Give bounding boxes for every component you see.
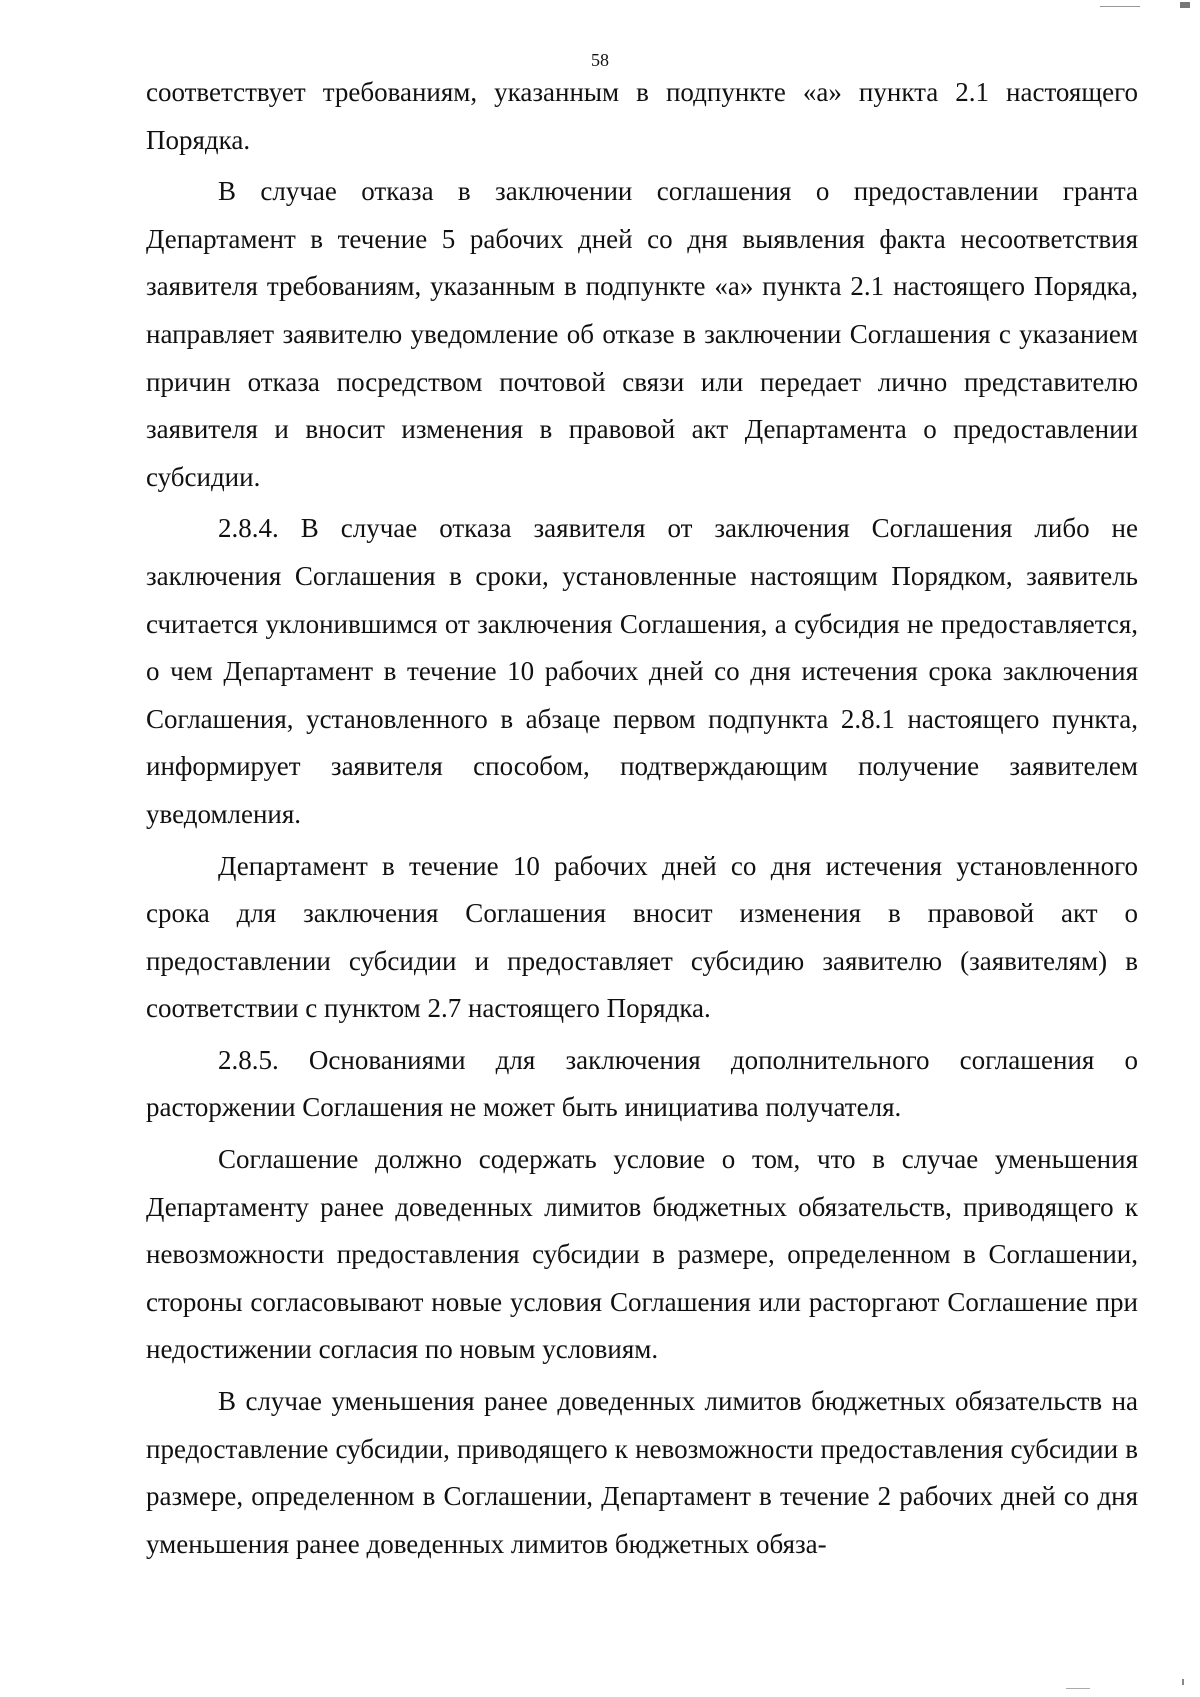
- paragraph: соответствует требованиям, указанным в подпункте «а» пункта 2.1 настоящего Порядка.: [146, 77, 1138, 155]
- document-body: [146, 69, 1138, 1572]
- scan-artifact: [1180, 2, 1190, 8]
- paragraph: 2.8.5. Основаниями для заключения дополнительного соглашения о расторжении Соглашения не может быть инициатива получателя.: [146, 1044, 1138, 1123]
- paragraph: В случае отказа в заключении соглашения о предоставлении гранта Департамент в течение 5 рабочих дней со дня выявления факта несоответствия заявителя требованиям, указанным в подпункте «а» пункта 2.1 настоящего Порядка, направляет заявителю уведомление об отказе в заключении Соглашения с указанием причин отказа посредством почтовой связи или передает лично представителю заявителя и вносит изменения в правовой акт Департамента о предоставлении субсидии.: [146, 176, 1138, 492]
- scan-artifact: [1100, 6, 1140, 7]
- paragraph: Соглашение должно содержать условие о том, что в случае уменьшения Департаменту ранее доведенных лимитов бюджетных обязательств, приводящего к невозможности предоставления субсидии в размере, определенном в Соглашении, стороны согласовывают новые условия Соглашения или расторгают Соглашение при недостижении согласия по новым условиям.: [146, 1144, 1138, 1365]
- paragraph: 2.8.4. В случае отказа заявителя от заключения Соглашения либо не заключения Соглашения в сроки, установленные настоящим Порядком, заявитель считается уклонившимся от заключения Соглашения, а субсидия не предоставляется, о чем Департамент в течение 10 рабочих дней со дня истечения срока заключения Соглашения, установленного в абзаце первом подпункта 2.8.1 настоящего пункта, информирует заявителя способом, подтверждающим получение заявителем уведомления.: [146, 513, 1138, 829]
- scan-artifact: [1182, 1679, 1184, 1685]
- page-number: 58: [591, 50, 609, 70]
- paragraph: В случае уменьшения ранее доведенных лимитов бюджетных обязательств на предоставление субсидии, приводящего к невозможности предоставления субсидии в размере, определенном в Соглашении, Департамент в течение 2 рабочих дней со дня уменьшения ранее доведенных лимитов бюджетных обяза-: [146, 1386, 1138, 1559]
- scan-artifact: [1066, 1688, 1090, 1689]
- paragraph: Департамент в течение 10 рабочих дней со дня истечения установленного срока для заключения Соглашения вносит изменения в правовой акт о предоставлении субсидии и предоставляет субсидию заявителю (заявителям) в соответствии с пунктом 2.7 настоящего Порядка.: [146, 850, 1138, 1024]
